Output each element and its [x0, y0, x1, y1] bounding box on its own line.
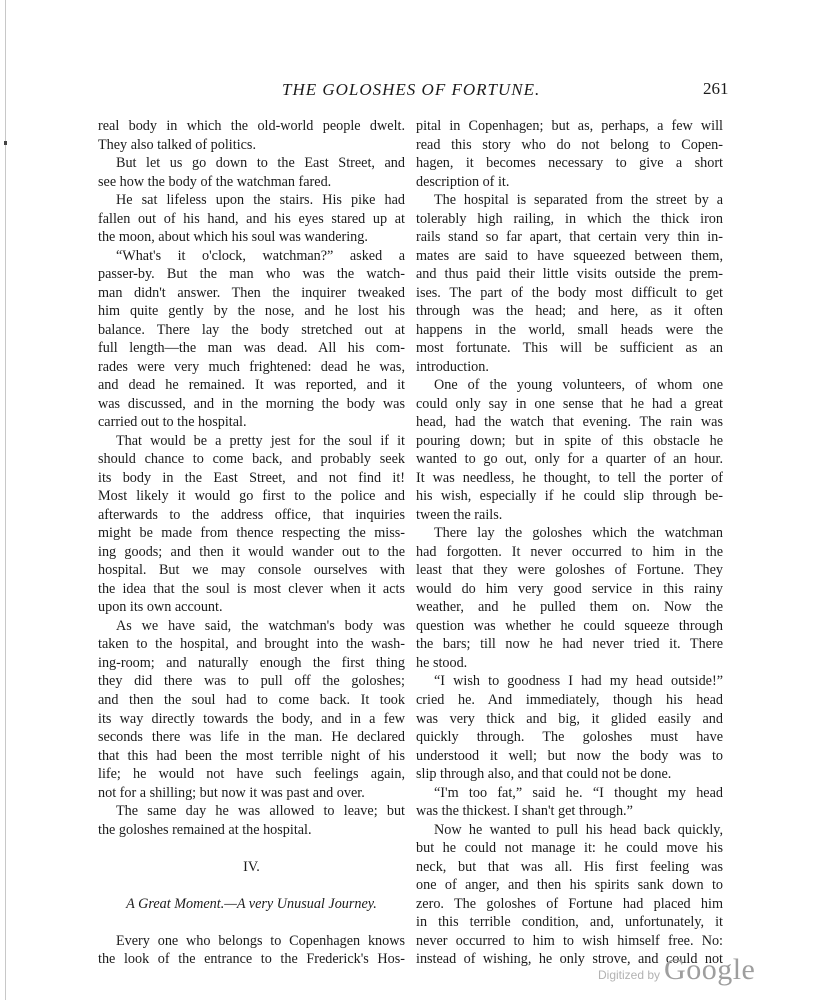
text-line: understood it well; but now the body was to — [416, 747, 723, 764]
text-line: was the thickest. I shan't get through.” — [416, 803, 633, 820]
text-line: through was the head; and here, as it often — [416, 303, 723, 320]
right-text-column — [416, 117, 723, 969]
text-line: read this story who do not belong to Copen- — [416, 136, 723, 153]
blank-space — [98, 876, 405, 895]
text-line: real body in which the old-world people dwelt. — [98, 118, 405, 134]
text-line: question was whether he could squeeze through — [416, 617, 723, 634]
text-line: pouring down; but in spite of this obstacle he — [416, 432, 723, 449]
text-line: neck, but that was all. His first feeling was — [416, 858, 723, 875]
text-line: pital in Copenhagen; but as, perhaps, a few will — [416, 118, 723, 134]
section-subtitle: A Great Moment.—A very Unusual Journey. — [126, 895, 377, 912]
section-heading: IV. — [243, 858, 260, 875]
text-line: happens in the world, small heads were the — [416, 321, 723, 338]
digitized-by-google-watermark — [598, 953, 755, 987]
text-line: its way directly towards the body, and in a few — [98, 710, 405, 727]
text-line: zero. The goloshes of Fortune had placed him — [416, 895, 723, 912]
google-logo: Google — [664, 953, 756, 986]
text-line: might be made from thence respecting the miss- — [98, 525, 405, 542]
text-line: least that they were goloshes of Fortune. They — [416, 562, 723, 579]
text-line: passer-by. But the man who was the watch- — [98, 266, 405, 283]
text-line: but he could not manage it: he could move his — [416, 840, 723, 857]
text-line: fallen out of his hand, and his eyes stared up at — [98, 210, 405, 227]
text-line: and then the soul had to come back. It took — [98, 691, 405, 708]
text-line: wanted to go out, only for a quarter of an hour. — [416, 451, 723, 468]
text-line: was very thick and big, it glided easily and — [416, 710, 723, 727]
text-line: instead of wishing, he only strove, and could not — [416, 951, 723, 968]
text-line: ises. The part of the body most difficult to get — [416, 284, 723, 301]
text-line: and thus paid their little visits outside the prem- — [416, 266, 723, 283]
text-line: “I wish to goodness I had my head outside!” — [434, 673, 723, 690]
digitized-by-text: Digitized by — [598, 968, 661, 982]
text-line: head, had the watch that evening. The rain was — [416, 414, 723, 431]
text-line: rails stand so far apart, that certain very thin in- — [416, 229, 723, 246]
text-line: and dead he remained. It was reported, and it — [98, 377, 405, 394]
text-line: was discussed, and in the morning the body was — [98, 395, 405, 412]
text-line: him quite gently by the nose, and he lost his — [98, 303, 405, 320]
text-line: quickly through. The goloshes must have — [416, 729, 723, 746]
text-line: introduction. — [416, 358, 489, 375]
text-line: they did there was to pull off the goloshes; — [98, 673, 405, 690]
text-line: not for a shilling; but now it was past and over. — [98, 784, 365, 801]
text-line: hospital. But we may console ourselves with — [98, 562, 405, 579]
text-line: One of the young volunteers, of whom one — [434, 377, 723, 394]
text-line: the bars; till now he had never tried it. There — [416, 636, 723, 653]
text-line: Every one who belongs to Copenhagen knows — [116, 932, 405, 949]
text-line: upon its own account. — [98, 599, 223, 616]
text-line: carried out to the hospital. — [98, 414, 247, 431]
text-line: hagen, it becomes necessary to give a short — [416, 155, 723, 172]
text-line: one of anger, and then his spirits sank down to — [416, 877, 723, 894]
text-line: rades were very much frightened: dead he was, — [98, 358, 405, 375]
text-line: its body in the East Street, and not find it! — [98, 469, 405, 486]
text-line: the idea that the soul is most clever when it acts — [98, 580, 405, 597]
text-line: life; he would not have such feelings again, — [98, 766, 405, 783]
text-line: should chance to come back, and probably seek — [98, 451, 405, 468]
text-line: The same day he was allowed to leave; but — [116, 803, 405, 820]
text-line: But let us go down to the East Street, and — [116, 155, 405, 172]
scan-speck — [4, 141, 7, 145]
text-line: “What's it o'clock, watchman?” asked a — [116, 247, 405, 264]
text-line: Most likely it would go first to the police and — [98, 488, 405, 505]
blank-space — [98, 839, 405, 858]
text-line: There lay the goloshes which the watchman — [434, 525, 723, 542]
text-line: That would be a pretty jest for the soul if it — [116, 432, 405, 449]
text-line: cried he. And immediately, though his head — [416, 691, 723, 708]
text-line: the look of the entrance to the Frederick's Hos- — [98, 951, 405, 968]
text-line: slip through also, and that could not be done. — [416, 766, 672, 783]
text-line: ing-room; and naturally enough the first thing — [98, 654, 405, 671]
text-line: It was needless, he thought, to tell the porter of — [416, 469, 723, 486]
text-line: that this had been the most terrible night of his — [98, 747, 405, 764]
text-line: the moon, about which his soul was wandering. — [98, 229, 368, 246]
text-line: The hospital is separated from the street by a — [434, 192, 723, 209]
running-header-title: THE GOLOSHES OF FORTUNE. — [282, 80, 541, 99]
text-line: he stood. — [416, 654, 468, 671]
text-line: ing goods; and then it would wander out to the — [98, 543, 405, 560]
text-line: As we have said, the watchman's body was — [116, 617, 405, 634]
text-line: the goloshes remained at the hospital. — [98, 821, 312, 838]
text-line: most fortunate. This will be sufficient as an — [416, 340, 723, 357]
text-line: balance. There lay the body stretched out at — [98, 321, 405, 338]
left-text-column — [98, 117, 405, 969]
text-line: in this terrible condition, and, unfortunately, it — [416, 914, 723, 931]
text-line: “I'm too fat,” said he. “I thought my head — [434, 784, 723, 801]
text-line: description of it. — [416, 173, 510, 190]
text-line: They also talked of politics. — [98, 136, 256, 153]
text-line: Now he wanted to pull his head back quickly, — [434, 821, 723, 838]
text-line: weather, and he pulled them on. Now the — [416, 599, 723, 616]
text-line: mates are said to have squeezed between them, — [416, 247, 723, 264]
text-line: tolerably high railing, in which the thick iron — [416, 210, 723, 227]
text-line: tween the rails. — [416, 506, 503, 523]
text-line: seconds there was life in the man. He declared — [98, 729, 405, 746]
text-line: never occurred to him to wish himself free. No: — [416, 932, 723, 949]
scan-edge-line — [5, 0, 6, 1000]
text-line: man didn't answer. Then the inquirer tweaked — [98, 284, 405, 301]
blank-space — [98, 913, 405, 932]
text-line: had forgotten. It never occurred to him in the — [416, 543, 723, 560]
page-number: 261 — [703, 79, 729, 98]
text-line: afterwards to the address office, that inquiries — [98, 506, 405, 523]
text-line: full length—the man was dead. All his com- — [98, 340, 405, 357]
text-line: see how the body of the watchman fared. — [98, 173, 332, 190]
text-line: He sat lifeless upon the stairs. His pike had — [116, 192, 405, 209]
text-line: his wish, especially if he could slip through be- — [416, 488, 723, 505]
text-line: taken to the hospital, and brought into the wash- — [98, 636, 405, 653]
text-line: could only say in one sense that he had a great — [416, 395, 723, 412]
text-line: would do him very good service in this rainy — [416, 580, 723, 597]
